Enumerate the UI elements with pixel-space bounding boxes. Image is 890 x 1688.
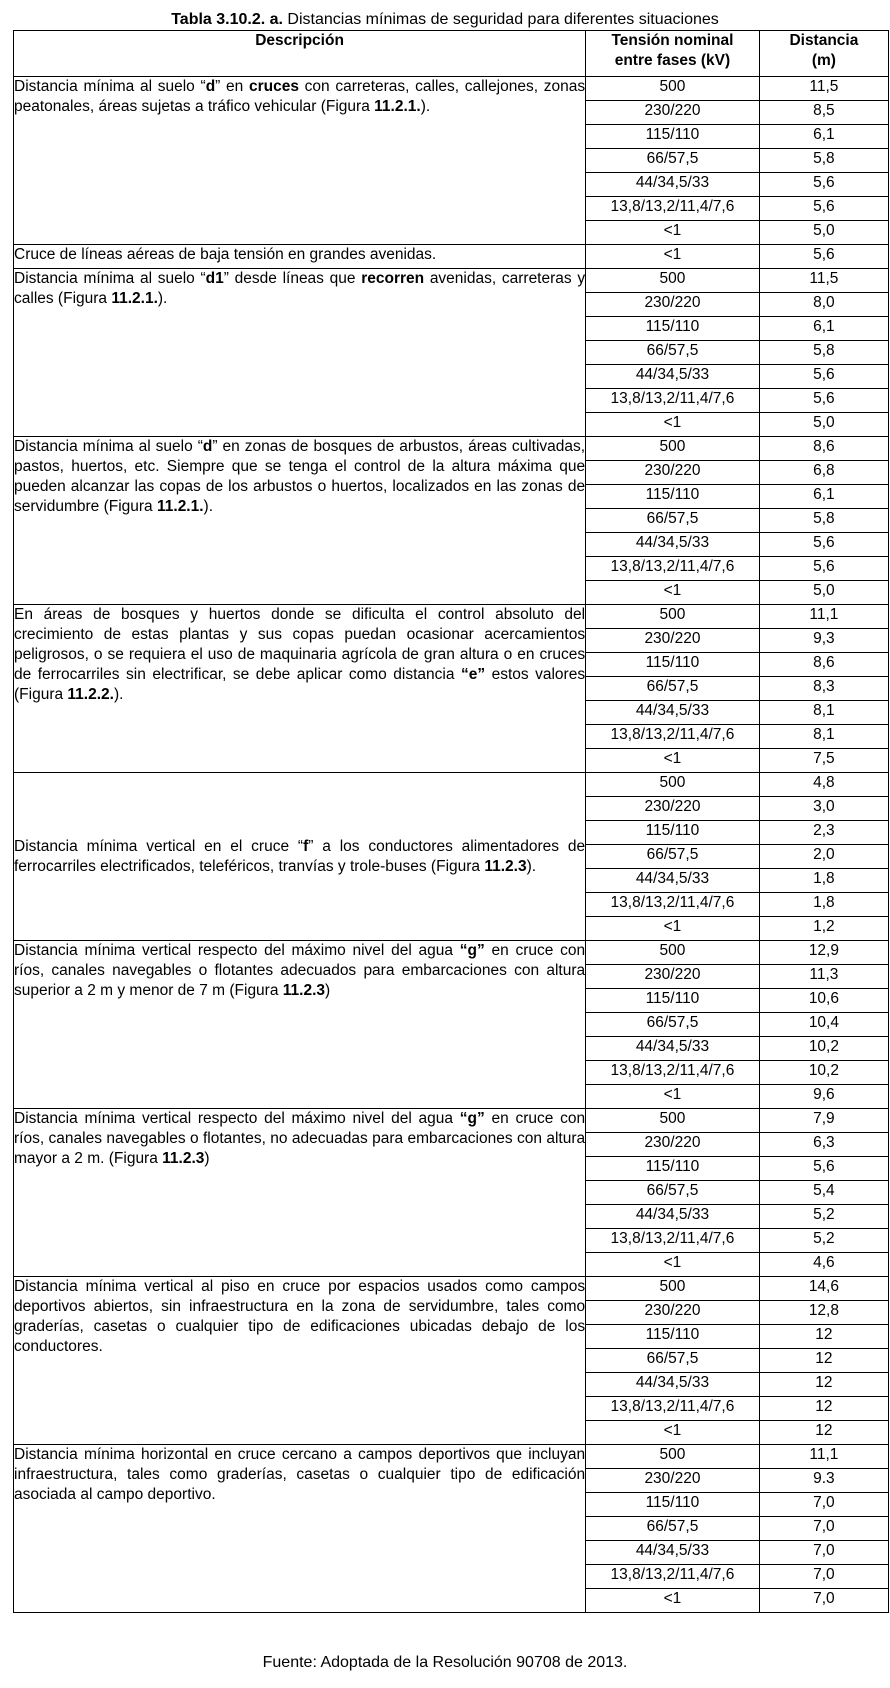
voltage-cell: 500: [586, 605, 760, 629]
voltage-cell: 44/34,5/33: [586, 701, 760, 725]
distance-cell: 5,6: [759, 533, 888, 557]
distance-cell: 5,6: [759, 245, 888, 269]
header-row: [14, 31, 889, 77]
distance-cell: 12: [759, 1421, 888, 1445]
description-cell: [14, 245, 586, 269]
voltage-cell: 13,8/13,2/11,4/7,6: [586, 725, 760, 749]
description-text: ” desde líneas que: [223, 270, 362, 287]
description-bold-text: 11.2.1.: [374, 98, 421, 115]
distance-cell: 12: [759, 1325, 888, 1349]
distance-cell: 7,0: [759, 1565, 888, 1589]
voltage-cell: 44/34,5/33: [586, 1541, 760, 1565]
voltage-cell: 66/57,5: [586, 1181, 760, 1205]
table-row: [14, 605, 889, 629]
voltage-cell: 230/220: [586, 1301, 760, 1325]
distance-cell: 5,2: [759, 1205, 888, 1229]
voltage-cell: 115/110: [586, 485, 760, 509]
table-row: [14, 1277, 889, 1301]
voltage-cell: 44/34,5/33: [586, 869, 760, 893]
header-distance-line1: Distancia: [789, 32, 859, 49]
voltage-cell: 500: [586, 773, 760, 797]
description-bold-text: “g”: [459, 942, 485, 959]
description-text: ).: [203, 498, 214, 515]
description-bold-text: recorren: [361, 270, 425, 287]
distance-cell: 7,9: [759, 1109, 888, 1133]
voltage-cell: <1: [586, 749, 760, 773]
distance-cell: 9,3: [759, 629, 888, 653]
voltage-cell: 44/34,5/33: [586, 173, 760, 197]
voltage-cell: 13,8/13,2/11,4/7,6: [586, 197, 760, 221]
distance-cell: 7,5: [759, 749, 888, 773]
voltage-cell: <1: [586, 1589, 760, 1613]
distance-cell: 1,2: [759, 917, 888, 941]
distance-cell: 2,3: [759, 821, 888, 845]
voltage-cell: 13,8/13,2/11,4/7,6: [586, 1565, 760, 1589]
description-bold-text: cruces: [248, 78, 299, 95]
voltage-cell: 500: [586, 1277, 760, 1301]
voltage-cell: 500: [586, 269, 760, 293]
distance-cell: 4,6: [759, 1253, 888, 1277]
voltage-cell: <1: [586, 413, 760, 437]
distance-cell: 8,0: [759, 293, 888, 317]
voltage-cell: 230/220: [586, 461, 760, 485]
distance-cell: 12: [759, 1397, 888, 1421]
voltage-cell: <1: [586, 1421, 760, 1445]
description-text: Distancia mínima horizontal en cruce cercano a campos deportivos que incluyan infraestructura, tales como graderías, casetas o cualquier tipo de edificación asociada al campo deportivo.: [14, 1446, 586, 1503]
distance-cell: 5,6: [759, 197, 888, 221]
voltage-cell: 500: [586, 77, 760, 101]
table-row: [14, 269, 889, 293]
description-text: Distancia mínima al suelo “: [14, 78, 206, 95]
distance-cell: 11,5: [759, 269, 888, 293]
distance-cell: 8,3: [759, 677, 888, 701]
table-row: [14, 245, 889, 269]
distance-cell: 7,0: [759, 1493, 888, 1517]
distance-cell: 12: [759, 1349, 888, 1373]
description-text: Distancia mínima al suelo “: [14, 270, 206, 287]
voltage-cell: 66/57,5: [586, 1013, 760, 1037]
voltage-cell: 44/34,5/33: [586, 365, 760, 389]
voltage-cell: 230/220: [586, 629, 760, 653]
distance-cell: 10,6: [759, 989, 888, 1013]
table-row: [14, 941, 889, 965]
description-bold-text: d1: [205, 270, 224, 287]
distance-cell: 8,6: [759, 653, 888, 677]
voltage-cell: 500: [586, 941, 760, 965]
distance-cell: 11,1: [759, 1445, 888, 1469]
description-text: En áreas de bosques y huertos donde se dificulta el control absoluto del crecimiento de estas plantas y sus copas puedan ocasionar acercamientos peligrosos, o se requiera el uso de maquinaria agrícola de gran altura o en cruces de ferrocarriles sin electrificar, se debe aplicar como distancia: [14, 606, 586, 683]
description-cell: [14, 77, 586, 245]
description-bold-text: f: [303, 837, 309, 855]
voltage-cell: 115/110: [586, 989, 760, 1013]
distances-table: [13, 30, 889, 1613]
distance-cell: 8,1: [759, 701, 888, 725]
voltage-cell: 66/57,5: [586, 341, 760, 365]
description-bold-text: d: [205, 78, 216, 95]
voltage-cell: 115/110: [586, 317, 760, 341]
description-cell: [14, 773, 586, 941]
description-text: ): [325, 982, 331, 999]
distance-cell: 7,0: [759, 1517, 888, 1541]
distance-cell: 6,1: [759, 485, 888, 509]
distance-cell: 4,8: [759, 773, 888, 797]
description-bold-text: 11.2.1.: [111, 290, 158, 307]
table-row: [14, 1445, 889, 1469]
distance-cell: 5,6: [759, 1157, 888, 1181]
header-voltage-line1: Tensión nominal: [611, 32, 734, 49]
header-distance-line2: (m): [811, 52, 836, 69]
header-description: Descripción: [14, 31, 586, 77]
description-text: en cruce con ríos, canales navegables o flotantes adecuados para embarcaciones con altura superior a 2 m y menor de 7 m (Figura: [14, 942, 586, 999]
distance-cell: 7,0: [759, 1541, 888, 1565]
distance-cell: 3,0: [759, 797, 888, 821]
voltage-cell: <1: [586, 581, 760, 605]
description-text: Distancia mínima vertical al piso en cruce por espacios usados como campos deportivos abiertos, sin infraestructura en la zona de servidumbre, tales como graderías, casetas o cualquier tipo de edificaciones ubicadas debajo de los conductores.: [14, 1278, 586, 1355]
description-bold-text: 11.2.3: [484, 857, 527, 875]
distance-cell: 10,2: [759, 1061, 888, 1085]
description-cell: [14, 1445, 586, 1613]
description-text: ).: [526, 857, 537, 875]
voltage-cell: 13,8/13,2/11,4/7,6: [586, 893, 760, 917]
description-text: ).: [113, 686, 124, 703]
voltage-cell: 66/57,5: [586, 509, 760, 533]
voltage-cell: 230/220: [586, 797, 760, 821]
distance-cell: 5,6: [759, 365, 888, 389]
distance-cell: 10,4: [759, 1013, 888, 1037]
header-voltage: [586, 31, 760, 77]
description-text: Distancia mínima vertical respecto del máximo nivel del agua: [14, 942, 460, 959]
voltage-cell: 13,8/13,2/11,4/7,6: [586, 389, 760, 413]
voltage-cell: 66/57,5: [586, 677, 760, 701]
voltage-cell: 115/110: [586, 1493, 760, 1517]
description-cell: [14, 269, 586, 437]
voltage-cell: 230/220: [586, 1133, 760, 1157]
header-voltage-line2: entre fases (kV): [614, 52, 731, 69]
voltage-cell: 115/110: [586, 125, 760, 149]
distance-cell: 10,2: [759, 1037, 888, 1061]
voltage-cell: 13,8/13,2/11,4/7,6: [586, 1397, 760, 1421]
voltage-cell: 115/110: [586, 1157, 760, 1181]
distance-cell: 5,0: [759, 581, 888, 605]
table-caption: [0, 10, 890, 29]
description-cell: [14, 1109, 586, 1277]
description-text: ” en zonas de bosques de arbustos, áreas cultivadas, pastos, huertos, etc. Siempre que se tenga el control de la altura máxima que pueden alcanzar las copas de los arbustos o huertos, localizados en las zonas de servidumbre (Figura: [14, 438, 586, 515]
description-bold-text: “g”: [459, 1110, 485, 1127]
table-row: [14, 437, 889, 461]
description-text: Cruce de líneas aéreas de baja tensión en grandes avenidas.: [14, 246, 437, 263]
distance-cell: 14,6: [759, 1277, 888, 1301]
table-body: [14, 77, 889, 1613]
description-bold-text: 11.2.3: [162, 1150, 205, 1167]
voltage-cell: <1: [586, 1085, 760, 1109]
table-caption-label: Tabla 3.10.2. a.: [171, 11, 283, 28]
description-text: en cruce con ríos, canales navegables o flotantes, no adecuadas para embarcaciones con altura mayor a 2 m. (Figura: [14, 1110, 586, 1167]
voltage-cell: 13,8/13,2/11,4/7,6: [586, 557, 760, 581]
distance-cell: 5,8: [759, 509, 888, 533]
voltage-cell: 115/110: [586, 653, 760, 677]
distance-cell: 12,8: [759, 1301, 888, 1325]
distance-cell: 5,8: [759, 149, 888, 173]
voltage-cell: 115/110: [586, 1325, 760, 1349]
distance-cell: 5,6: [759, 557, 888, 581]
description-cell: [14, 1277, 586, 1445]
voltage-cell: 13,8/13,2/11,4/7,6: [586, 1061, 760, 1085]
description-cell: [14, 437, 586, 605]
distance-cell: 8,1: [759, 725, 888, 749]
distance-cell: 5,2: [759, 1229, 888, 1253]
voltage-cell: 66/57,5: [586, 845, 760, 869]
description-cell: [14, 941, 586, 1109]
description-text: ): [204, 1150, 210, 1167]
voltage-cell: 230/220: [586, 1469, 760, 1493]
description-text: Distancia mínima al suelo “: [14, 438, 203, 455]
voltage-cell: <1: [586, 245, 760, 269]
voltage-cell: 13,8/13,2/11,4/7,6: [586, 1229, 760, 1253]
distance-cell: 6,1: [759, 125, 888, 149]
table-row: [14, 1109, 889, 1133]
description-text: con carreteras, calles, callejones, zonas peatonales, áreas sujetas a tráfico vehicular (Figura: [14, 78, 586, 115]
distance-cell: 5,8: [759, 341, 888, 365]
voltage-cell: 230/220: [586, 965, 760, 989]
voltage-cell: 500: [586, 1109, 760, 1133]
description-bold-text: d: [202, 438, 213, 455]
distance-cell: 5,0: [759, 413, 888, 437]
description-bold-text: 11.2.2.: [67, 686, 114, 703]
voltage-cell: 66/57,5: [586, 1517, 760, 1541]
distance-cell: 6,1: [759, 317, 888, 341]
voltage-cell: <1: [586, 221, 760, 245]
description-cell: [14, 605, 586, 773]
description-bold-text: 11.2.3: [282, 982, 326, 999]
voltage-cell: <1: [586, 1253, 760, 1277]
description-text: Distancia mínima vertical en el cruce “: [14, 837, 304, 855]
distance-cell: 7,0: [759, 1589, 888, 1613]
distance-cell: 6,8: [759, 461, 888, 485]
description-text: ” en: [215, 78, 249, 95]
voltage-cell: <1: [586, 917, 760, 941]
distance-cell: 9.3: [759, 1469, 888, 1493]
table-row: [14, 77, 889, 101]
distance-cell: 8,6: [759, 437, 888, 461]
distance-cell: 5,4: [759, 1181, 888, 1205]
voltage-cell: 500: [586, 1445, 760, 1469]
description-text: estos valores (Figura: [14, 666, 586, 703]
distance-cell: 6,3: [759, 1133, 888, 1157]
distance-cell: 11,1: [759, 605, 888, 629]
voltage-cell: 230/220: [586, 101, 760, 125]
distance-cell: 5,6: [759, 173, 888, 197]
description-text: ” a los conductores alimentadores de ferrocarriles electrificados, teleféricos, tranvías y trole-buses (Figura: [14, 837, 586, 875]
description-bold-text: “e”: [460, 666, 486, 683]
distance-cell: 2,0: [759, 845, 888, 869]
distance-cell: 9,6: [759, 1085, 888, 1109]
distance-cell: 12,9: [759, 941, 888, 965]
description-text: ).: [157, 290, 168, 307]
voltage-cell: 44/34,5/33: [586, 1037, 760, 1061]
description-bold-text: 11.2.1.: [157, 498, 204, 515]
voltage-cell: 115/110: [586, 821, 760, 845]
distance-cell: 11,5: [759, 77, 888, 101]
table-caption-text: Distancias mínimas de seguridad para diferentes situaciones: [282, 11, 719, 28]
distance-cell: 1,8: [759, 869, 888, 893]
table-source-note: Fuente: Adoptada de la Resolución 90708 de 2013.: [262, 1654, 628, 1671]
description-text: Distancia mínima vertical respecto del máximo nivel del agua: [14, 1110, 460, 1127]
voltage-cell: 500: [586, 437, 760, 461]
header-distance: [759, 31, 888, 77]
table-row: [14, 773, 889, 797]
distance-cell: 5,6: [759, 389, 888, 413]
distance-cell: 12: [759, 1373, 888, 1397]
distance-cell: 11,3: [759, 965, 888, 989]
voltage-cell: 66/57,5: [586, 1349, 760, 1373]
voltage-cell: 44/34,5/33: [586, 1205, 760, 1229]
voltage-cell: 44/34,5/33: [586, 533, 760, 557]
voltage-cell: 44/34,5/33: [586, 1373, 760, 1397]
description-text: ).: [420, 98, 431, 115]
voltage-cell: 66/57,5: [586, 149, 760, 173]
distance-cell: 1,8: [759, 893, 888, 917]
description-text: avenidas, carreteras y calles (Figura: [14, 270, 586, 307]
voltage-cell: 230/220: [586, 293, 760, 317]
distance-cell: 5,0: [759, 221, 888, 245]
distance-cell: 8,5: [759, 101, 888, 125]
